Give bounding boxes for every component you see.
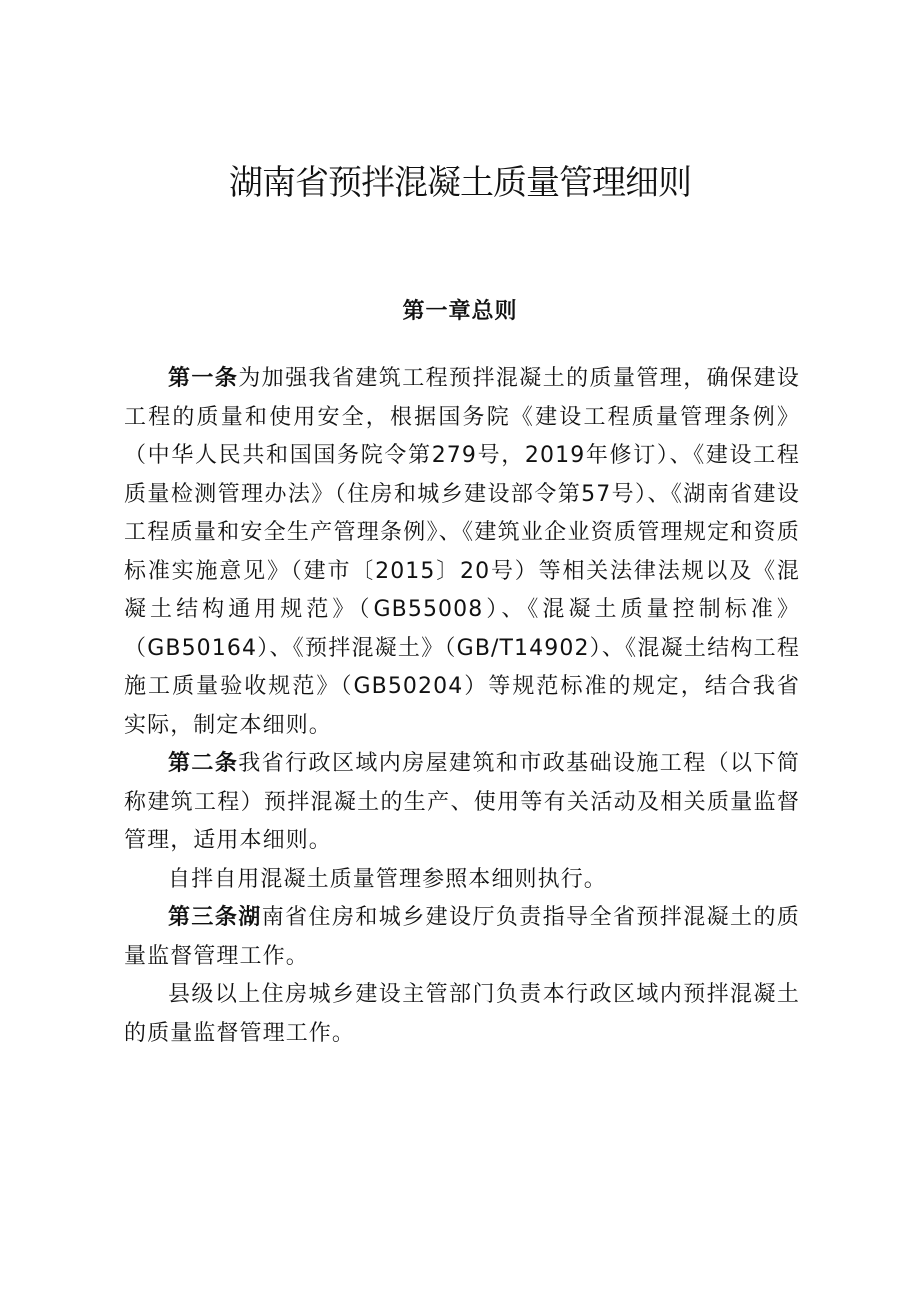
article-1-text: 为加强我省建筑工程预拌混凝土的质量管理，确保建设工程的质量和使用安全，根据国务院《建设工程质量管理条例》（中华人民共和国国务院令第279号，2019年修订）、《建设工程质量检测管理办法》（住房和城乡建设部令第57号）、《湖南省建设工程质量和安全生产管理条例》、《建筑业企业资质管理规定和资质标准实施意见》（建市〔2015〕20号）等相关法律法规以及《混凝土结构通用规范》（GB55008）、《混凝土质量控制标准》（GB50164）、《预拌混凝土》（GB/T14902）、《混凝土结构工程施工质量验收规范》（GB50204）等规范标准的规定，结合我省实际，制定本细则。 (124, 366, 800, 738)
article-2-label: 第二条 (168, 751, 239, 776)
article-3 (124, 899, 800, 976)
article-2-paragraph-2-text: 自拌自用混凝土质量管理参照本细则执行。 (168, 866, 607, 892)
article-2-text: 我省行政区域内房屋建筑和市政基础设施工程（以下简称建筑工程）预拌混凝土的生产、使用等有关活动及相关质量监督管理，适用本细则。 (124, 751, 800, 853)
article-1-label: 第一条 (168, 366, 239, 391)
article-1 (124, 360, 800, 745)
article-3-paragraph-2-text: 县级以上住房城乡建设主管部门负责本行政区域内预拌混凝土的质量监督管理工作。 (124, 982, 800, 1046)
chapter-heading: 第一章总则 (402, 299, 518, 324)
article-2-paragraph-2 (124, 861, 800, 900)
document-body (124, 360, 800, 1053)
article-2 (124, 745, 800, 861)
document-title: 湖南省预拌混凝土质量管理细则 (229, 163, 691, 203)
article-3-paragraph-2 (124, 976, 800, 1053)
article-3-text: 南省住房和城乡建设厅负责指导全省预拌混凝土的质量监督管理工作。 (124, 905, 800, 969)
article-3-label: 第三条湖 (168, 905, 262, 930)
